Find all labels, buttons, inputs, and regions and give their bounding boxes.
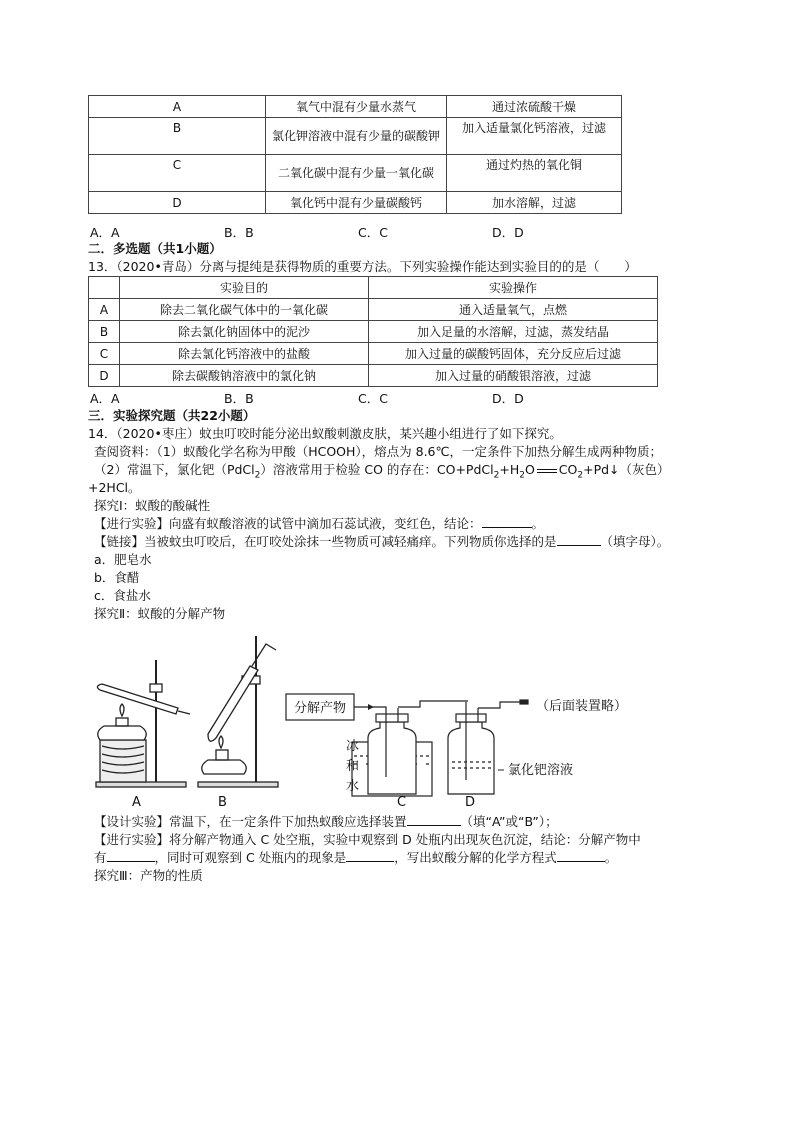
text-fragment: （填字母）。 [600,534,670,549]
option-d[interactable]: D．D [492,225,524,240]
text-fragment: ）溶液常用于检验 CO 的存在：CO+PdCl [260,462,494,477]
option-d[interactable]: D．D [492,391,524,406]
note-label: （后面装置略） [536,699,628,714]
option-c[interactable]: C．C [358,391,388,406]
text-fragment: 。 [531,516,545,531]
option-b[interactable]: B．B [224,391,254,406]
link-line [94,533,669,550]
question-14-stem: 14．（2020•枣庄）蚊虫叮咬时能分泌出蚁酸刺激皮肤，某兴趣小组进行了如下探究。 [88,426,562,441]
products-box-label: 分解产物 [293,701,347,716]
choice-b[interactable]: b．食醋 [94,570,140,585]
table-cell: 加入足量的水溶解，过滤，蒸发结晶 [369,321,658,343]
table-cell: 加水溶解，过滤 [447,192,622,214]
text-fragment: +Pd↓（灰色） [583,462,670,477]
table-cell: D [89,192,266,214]
text-fragment: （2）常温下，氯化钯（PdCl [94,462,255,477]
choice-a[interactable]: a．肥皂水 [94,552,152,567]
table-row [89,365,658,387]
answer-blank[interactable] [107,849,155,862]
section-heading-multi: 二．多选题（共1小题） [88,241,222,256]
section-heading-experiment: 三．实验探究题（共22小题） [88,408,256,423]
ice-label-1: 冰 [346,739,360,754]
answer-blank[interactable] [407,813,461,826]
table-header: 实验操作 [369,277,658,299]
answer-blank[interactable] [557,533,601,546]
table-cell: 除去二氧化碳气体中的一氧化碳 [120,299,369,321]
text-fragment: 【设计实验】常温下，在一定条件下加热蚁酸应选择装置 [94,814,407,829]
table-cell: 除去氯化钙溶液中的盐酸 [120,343,369,365]
apparatus-b [198,636,278,787]
text-fragment: 。 [604,850,618,865]
table-cell: C [89,343,120,365]
label-d: D [465,795,476,810]
experiment-1-line [94,515,544,532]
answer-blank[interactable] [557,849,605,862]
answer-options-2 [90,389,626,407]
info-line-3: +2HCl。 [88,480,141,495]
text-fragment: O [524,462,535,477]
table-cell: 通过灼热的氧化铜 [447,155,622,192]
table-cell: A [89,299,120,321]
table-cell: B [89,321,120,343]
ice-label-3: 水 [346,779,360,794]
text-fragment: ，写出蚁酸分解的化学方程式 [394,850,557,865]
table-cell: D [89,365,120,387]
text-fragment: 【进行实验】向盛有蚁酸溶液的试管中滴加石蕊试液，变红色，结论： [94,516,482,531]
table-header: 实验目的 [120,277,369,299]
label-a: A [132,795,141,810]
ice-label-2: 和 [346,759,360,774]
experiment-2-line: 【进行实验】将分解产物通入 C 处空瓶，实验中观察到 D 处瓶内出现灰色沉淀，结论：分解产物中 [94,832,641,847]
palladium-solution-label: 氯化钯溶液 [508,763,574,778]
table-row [89,118,622,155]
table-cell: 氯化钾溶液中混有少量的碳酸钾 [266,118,447,155]
table-header-row [89,277,658,299]
info-line-2: （2）常温下，氯化钯（PdCl$_2$）溶液常用于检验 CO 的存在：$CO+PdCl_2+H_2O$ $CO_2+Pd↓$（灰色） [94,462,670,481]
table-row [89,299,658,321]
table-cell: 二氧化碳中混有少量一氧化碳 [266,155,447,192]
bottle-d [448,700,528,794]
choice-c[interactable]: c．食盐水 [94,588,151,603]
table-row [89,96,622,118]
label-b: B [218,795,227,810]
question-13-stem: 13．（2020•青岛）分离与提纯是获得物质的重要方法。下列实验操作能达到实验目的的是（ ） [88,259,637,274]
table-cell: 除去碳酸钠溶液中的氯化钠 [120,365,369,387]
answer-blank[interactable] [346,849,394,862]
option-c[interactable]: C．C [358,225,388,240]
info-line-1: 查阅资料：（1）蚁酸化学名称为甲酸（HCOOH），熔点为 8.6℃，一定条件下加热分解生成两种物质； [94,444,663,459]
table-cell: 加入适量氯化钙溶液，过滤 [447,118,622,155]
table-1 [88,95,622,214]
text-fragment: （填“A”或“B”）； [460,814,558,829]
option-a[interactable]: A．A [90,225,120,240]
option-a[interactable]: A．A [90,391,120,406]
table-row [89,321,658,343]
table-cell: 通过浓硫酸干燥 [447,96,622,118]
answer-blank[interactable] [482,515,532,528]
text-fragment: +H [499,462,520,477]
table-cell: 除去氯化钠固体中的泥沙 [120,321,369,343]
explore-3-heading: 探究Ⅲ：产物的性质 [94,868,203,883]
table-cell: 通入适量氧气，点燃 [369,299,658,321]
table-cell: A [89,96,266,118]
label-c: C [397,795,407,810]
text-fragment: 有 [94,850,107,865]
design-experiment-line [94,813,558,830]
table-cell: B [89,118,266,155]
table-cell [89,277,120,299]
answer-options-1 [90,223,626,241]
table-cell: 加入过量的硝酸银溶液，过滤 [369,365,658,387]
apparatus-a [96,660,190,787]
table-2 [88,276,658,387]
experiment-2-continued [94,849,617,866]
table-cell: 氧化钙中混有少量碳酸钙 [266,192,447,214]
text-fragment: 【链接】当被蚊虫叮咬后，在叮咬处涂抹一些物质可减轻痛痒。下列物质你选择的是 [94,534,557,549]
text-fragment: CO [558,462,578,477]
table-cell: 加入过量的碳酸钙固体，充分反应后过滤 [369,343,658,365]
table-row [89,155,622,192]
explore-1-heading: 探究Ⅰ：蚁酸的酸碱性 [94,498,211,513]
table-row [89,343,658,365]
table-row [89,192,622,214]
option-b[interactable]: B．B [224,225,254,240]
explore-2-heading: 探究Ⅱ：蚁酸的分解产物 [94,606,226,621]
equation-line [537,469,557,473]
text-fragment: ，同时可观察到 C 处瓶内的现象是 [154,850,347,865]
table-cell: 氧气中混有少量水蒸气 [266,96,447,118]
table-cell: C [89,155,266,192]
apparatus-figure [90,622,650,812]
